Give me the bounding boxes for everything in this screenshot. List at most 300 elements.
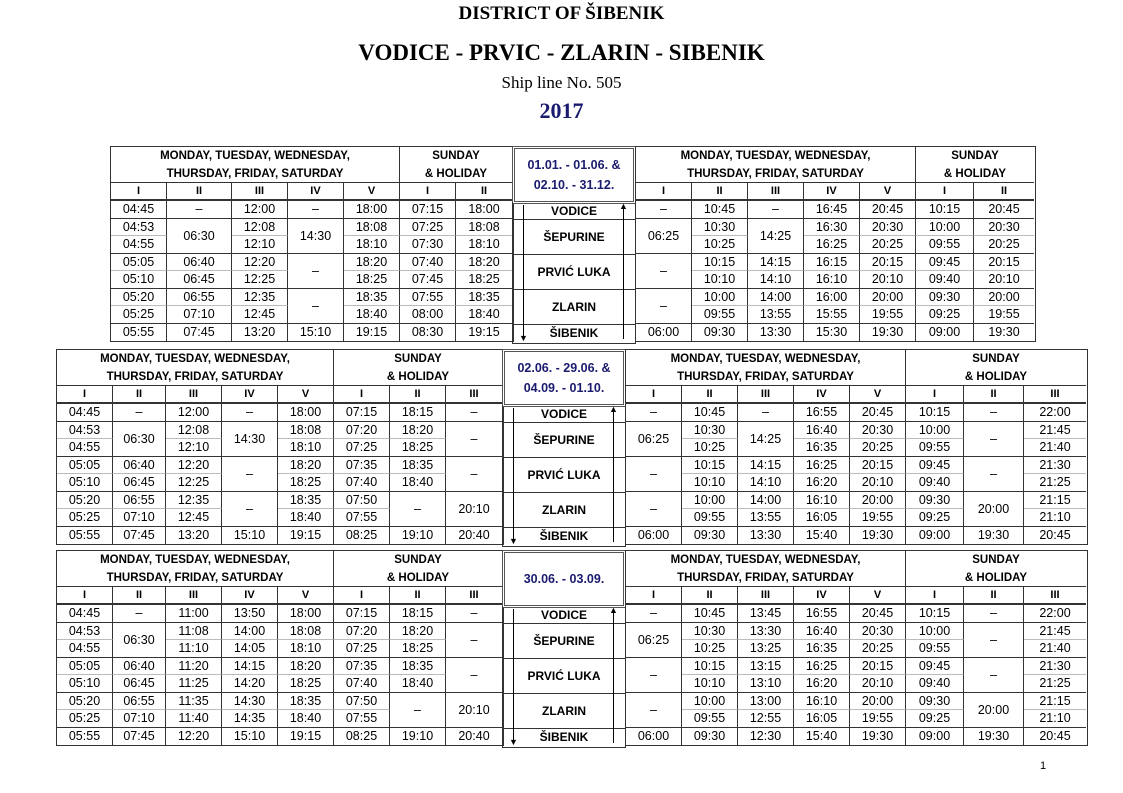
time-cell: 21:25 (1024, 474, 1086, 492)
weekday-header-line1: MONDAY, TUESDAY, WEDNESDAY, (100, 553, 290, 566)
time-cell: 12:00 (232, 201, 288, 219)
weekday-header (636, 147, 916, 183)
sunday-header-line2: & HOLIDAY (943, 167, 1007, 180)
time-cell: 10:15 (682, 658, 738, 676)
time-cell: 09:55 (682, 710, 738, 728)
time-cell: 12:20 (166, 728, 222, 746)
time-cell: 18:35 (456, 289, 512, 307)
time-cell: 18:25 (278, 675, 334, 693)
time-cell: 16:40 (794, 422, 850, 440)
validity-period-line1: 01.01. - 01.06. & (527, 158, 621, 172)
weekday-header (626, 350, 906, 386)
station-name: PRVIĆ LUKA (503, 659, 625, 695)
time-cell: 16:35 (794, 640, 850, 658)
time-cell: 19:30 (850, 728, 906, 746)
ship-line-number: Ship line No. 505 (501, 73, 622, 92)
time-cell: 18:20 (390, 623, 446, 641)
time-cell: 15:10 (222, 728, 278, 746)
departure-column-header: IV (222, 587, 278, 605)
time-cell: 18:40 (278, 710, 334, 728)
time-cell: 05:10 (57, 474, 113, 492)
weekday-header-line2: THURSDAY, FRIDAY, SATURDAY (677, 370, 854, 383)
time-cell: 04:45 (57, 605, 113, 623)
time-cell: 18:20 (344, 254, 400, 272)
time-cell: 04:55 (57, 439, 113, 457)
time-cell: – (222, 492, 278, 527)
departure-column-header: II (456, 183, 512, 201)
time-cell: 10:00 (682, 492, 738, 510)
departure-column-header: V (278, 386, 334, 404)
time-cell: 11:08 (166, 623, 222, 641)
time-cell: – (626, 404, 682, 422)
time-cell: 18:40 (456, 306, 512, 324)
timetable-grid-right (635, 146, 1036, 342)
time-cell: 13:15 (738, 658, 794, 676)
time-cell: 07:30 (400, 236, 456, 254)
time-cell: 18:08 (278, 623, 334, 641)
time-cell: 18:25 (278, 474, 334, 492)
departure-column-header: III (738, 587, 794, 605)
time-cell: 09:30 (692, 324, 748, 342)
time-cell: 11:00 (166, 605, 222, 623)
time-cell: 20:00 (860, 289, 916, 307)
time-cell: 18:15 (390, 605, 446, 623)
time-cell: 20:30 (974, 219, 1034, 237)
time-cell: 14:10 (738, 474, 794, 492)
time-cell: 16:25 (794, 658, 850, 676)
time-cell: – (626, 605, 682, 623)
time-cell: 10:15 (692, 254, 748, 272)
time-cell: 20:45 (860, 201, 916, 219)
time-cell: 18:08 (456, 219, 512, 237)
time-cell: 18:40 (278, 509, 334, 527)
station-name: ZLARIN (503, 694, 625, 730)
time-cell: 20:40 (458, 528, 490, 543)
time-cell: 10:30 (692, 219, 748, 237)
time-cell: 18:20 (278, 457, 334, 475)
departure-column-header: II (113, 386, 166, 404)
time-cell: 09:40 (906, 474, 964, 492)
time-cell: 07:25 (400, 219, 456, 237)
time-cell: 20:15 (860, 254, 916, 272)
time-cell: 20:10 (860, 271, 916, 289)
time-cell: 07:35 (334, 457, 390, 475)
time-cell: 20:45 (850, 404, 906, 422)
time-cell: 12:10 (166, 439, 222, 457)
time-cell: 19:15 (344, 324, 400, 342)
departure-column-header: IV (804, 183, 860, 201)
time-cell: 20:30 (850, 422, 906, 440)
time-cell: 06:25 (626, 623, 682, 658)
time-cell: 18:00 (456, 201, 512, 219)
time-cell: 21:15 (1024, 693, 1086, 711)
time-cell: 07:40 (334, 474, 390, 492)
departure-column-header: II (974, 183, 1034, 201)
time-cell: 16:05 (794, 710, 850, 728)
time-cell: 06:55 (113, 693, 166, 711)
time-cell: 15:30 (804, 324, 860, 342)
time-cell: – (446, 404, 502, 422)
time-cell: 13:30 (748, 324, 804, 342)
timetable-grid-left (56, 349, 504, 545)
time-cell: 16:25 (794, 457, 850, 475)
time-cell: 13:30 (738, 527, 794, 545)
departure-column-header: III (748, 183, 804, 201)
time-cell: 04:53 (111, 219, 167, 237)
time-cell: 07:25 (334, 640, 390, 658)
time-cell: 12:35 (166, 492, 222, 510)
departure-column-header: II (167, 183, 232, 201)
time-cell: 06:40 (167, 254, 232, 272)
time-cell: 07:20 (334, 623, 390, 641)
time-cell: 16:40 (794, 623, 850, 641)
weekday-header-line1: MONDAY, TUESDAY, WEDNESDAY, (670, 352, 861, 365)
time-cell: – (636, 201, 692, 219)
time-cell: 16:20 (794, 675, 850, 693)
time-cell: 21:25 (1024, 675, 1086, 693)
time-cell: 13:25 (738, 640, 794, 658)
time-cell: 06:00 (626, 527, 682, 545)
weekday-header-line2: THURSDAY, FRIDAY, SATURDAY (106, 370, 284, 383)
station-name: VODICE (513, 202, 635, 220)
time-cell: – (390, 693, 446, 728)
departure-column-header: I (626, 587, 682, 605)
time-cell: 18:20 (390, 422, 446, 440)
time-cell: 21:45 (1024, 422, 1086, 440)
time-cell: – (626, 457, 682, 492)
time-cell: 09:55 (906, 439, 964, 457)
departure-column-header: II (390, 587, 446, 605)
time-cell: 09:00 (906, 527, 964, 545)
departure-column-header: III (232, 183, 288, 201)
time-cell: 05:10 (111, 271, 167, 289)
time-cell: 06:30 (167, 219, 232, 254)
time-cell: 20:25 (850, 640, 906, 658)
time-cell: 09:55 (692, 306, 748, 324)
direction-line-down (523, 205, 524, 337)
weekday-header-line2: THURSDAY, FRIDAY, SATURDAY (166, 167, 344, 180)
sunday-header-line2: & HOLIDAY (964, 370, 1028, 383)
time-cell: 18:25 (456, 271, 512, 289)
time-cell: 13:10 (738, 675, 794, 693)
departure-column-header: V (344, 183, 400, 201)
direction-line-down (513, 408, 514, 540)
sunday-holiday-header (906, 551, 1086, 587)
time-cell: 12:25 (232, 271, 288, 289)
sunday-header-line2: & HOLIDAY (386, 571, 450, 584)
time-cell: 13:50 (222, 605, 278, 623)
weekday-header-line1: MONDAY, TUESDAY, WEDNESDAY, (680, 149, 871, 162)
time-cell: – (446, 457, 502, 492)
weekday-header (57, 350, 334, 386)
time-cell: 16:20 (794, 474, 850, 492)
time-cell: 19:30 (964, 728, 1024, 746)
time-cell: 12:55 (738, 710, 794, 728)
time-cell: 08:00 (400, 306, 456, 324)
time-cell: 06:40 (113, 457, 166, 475)
direction-line-up (613, 612, 614, 743)
time-cell: 20:30 (860, 219, 916, 237)
time-cell: – (222, 457, 278, 492)
time-cell: 05:20 (111, 289, 167, 307)
departure-column-header: V (850, 587, 906, 605)
sunday-header-line1: SUNDAY (432, 149, 480, 162)
time-cell: 14:15 (738, 457, 794, 475)
time-cell: 04:55 (57, 640, 113, 658)
time-cell: 10:25 (682, 640, 738, 658)
time-cell: 09:00 (906, 728, 964, 746)
time-cell: 20:25 (850, 439, 906, 457)
time-cell: 05:55 (111, 324, 167, 342)
departure-column-header: II (682, 386, 738, 404)
time-cell: 20:45 (974, 201, 1034, 219)
time-cell: 04:45 (111, 201, 167, 219)
time-cell: 15:55 (804, 306, 860, 324)
arrow-up-icon: ▲ (619, 201, 628, 211)
time-cell: 22:00 (1024, 605, 1086, 623)
time-cell: 16:10 (794, 693, 850, 711)
station-list (502, 405, 626, 547)
time-cell: 08:25 (334, 728, 390, 746)
departure-column-header: I (334, 386, 390, 404)
time-cell: 10:25 (692, 236, 748, 254)
time-cell: 18:08 (278, 422, 334, 440)
validity-period (502, 349, 626, 407)
validity-period-line1: 30.06. - 03.09. (523, 572, 605, 586)
time-cell: 07:45 (113, 527, 166, 545)
time-cell: 10:25 (682, 439, 738, 457)
time-cell: 05:25 (111, 306, 167, 324)
time-cell: 20:15 (850, 658, 906, 676)
time-cell: 07:50 (334, 492, 390, 510)
time-cell: 07:45 (113, 728, 166, 746)
station-name: ŠIBENIK (539, 730, 589, 745)
time-cell: 07:25 (334, 439, 390, 457)
time-cell: 19:30 (850, 527, 906, 545)
station-column (502, 349, 626, 546)
departure-column-header: II (964, 386, 1024, 404)
time-cell: 18:10 (344, 236, 400, 254)
time-cell: 07:45 (167, 324, 232, 342)
time-cell: 07:40 (334, 675, 390, 693)
time-cell: 16:55 (794, 605, 850, 623)
sunday-holiday-header (916, 147, 1034, 183)
time-cell: 16:10 (794, 492, 850, 510)
timetable-grid-right (625, 550, 1088, 746)
time-cell: 04:53 (57, 623, 113, 641)
time-cell: 05:05 (57, 457, 113, 475)
arrow-up-icon: ▲ (609, 404, 618, 414)
time-cell: 20:10 (446, 492, 502, 527)
departure-column-header: III (446, 587, 502, 605)
time-cell: 19:15 (278, 728, 334, 746)
time-cell: 12:35 (232, 289, 288, 307)
time-cell: 07:55 (334, 710, 390, 728)
time-cell: 19:30 (988, 325, 1020, 340)
time-cell: 14:00 (748, 289, 804, 307)
time-cell: 19:55 (850, 509, 906, 527)
station-name: ŠIBENIK (549, 326, 599, 341)
time-cell: 20:15 (974, 254, 1034, 272)
time-cell: 18:40 (344, 306, 400, 324)
time-cell: 12:08 (232, 219, 288, 237)
time-cell: 19:30 (860, 324, 916, 342)
station-name: ŠEPURINE (503, 624, 625, 660)
sunday-header-line1: SUNDAY (951, 149, 999, 162)
time-cell: 15:10 (222, 527, 278, 545)
time-cell: 14:30 (222, 693, 278, 711)
weekday-header (57, 551, 334, 587)
time-cell: 20:10 (446, 693, 502, 728)
time-cell: 20:10 (974, 271, 1034, 289)
departure-column-header: I (626, 386, 682, 404)
time-cell: 05:55 (57, 728, 113, 746)
station-name: ZLARIN (513, 290, 635, 326)
time-cell: 21:40 (1024, 439, 1086, 457)
time-cell: 19:15 (468, 325, 500, 340)
time-cell: 18:35 (390, 457, 446, 475)
departure-column-header: IV (288, 183, 344, 201)
time-cell: 19:55 (860, 306, 916, 324)
time-cell: 18:00 (278, 404, 334, 422)
time-cell: 20:45 (1039, 729, 1071, 744)
time-cell: 18:25 (344, 271, 400, 289)
time-cell: 16:10 (804, 271, 860, 289)
departure-column-header: I (916, 183, 974, 201)
time-cell: 18:20 (278, 658, 334, 676)
time-cell: 22:00 (1024, 404, 1086, 422)
time-cell: – (446, 658, 502, 693)
time-cell: 14:20 (222, 675, 278, 693)
time-cell: – (222, 404, 278, 422)
time-cell: 18:10 (456, 236, 512, 254)
time-cell: 12:00 (166, 404, 222, 422)
time-cell: 20:25 (860, 236, 916, 254)
time-cell: 10:10 (682, 474, 738, 492)
time-cell: 07:20 (334, 422, 390, 440)
time-cell: 20:15 (850, 457, 906, 475)
time-cell: 12:30 (738, 728, 794, 746)
time-cell: 09:00 (916, 324, 974, 342)
time-cell: 05:25 (57, 509, 113, 527)
time-cell: 14:05 (222, 640, 278, 658)
departure-column-header: III (166, 386, 222, 404)
time-cell: – (390, 492, 446, 527)
time-cell: 09:30 (916, 289, 974, 307)
departure-column-header: I (334, 587, 390, 605)
validity-period-line2: 02.10. - 31.12. (533, 178, 615, 192)
time-cell: 10:00 (906, 623, 964, 641)
time-cell: – (446, 623, 502, 658)
time-cell: – (964, 658, 1024, 693)
time-cell: 18:08 (344, 219, 400, 237)
time-cell: 07:15 (334, 605, 390, 623)
station-column (502, 550, 626, 747)
time-cell: 18:20 (456, 254, 512, 272)
departure-column-header: IV (794, 386, 850, 404)
time-cell: – (167, 201, 232, 219)
time-cell: 10:45 (682, 605, 738, 623)
validity-period-line2: 04.09. - 01.10. (523, 381, 605, 395)
time-cell: 20:40 (458, 729, 490, 744)
time-cell: 21:45 (1024, 623, 1086, 641)
time-cell: 09:30 (682, 527, 738, 545)
time-cell: 07:55 (334, 509, 390, 527)
time-cell: – (113, 404, 166, 422)
time-cell: 11:10 (166, 640, 222, 658)
time-cell: 04:53 (57, 422, 113, 440)
station-name: ŠEPURINE (513, 220, 635, 256)
departure-column-header: V (860, 183, 916, 201)
time-cell: 19:55 (850, 710, 906, 728)
time-cell: 07:15 (400, 201, 456, 219)
departure-column-header: I (57, 587, 113, 605)
time-cell: 11:40 (166, 710, 222, 728)
time-cell: – (964, 422, 1024, 457)
departure-column-header: II (692, 183, 748, 201)
time-cell: 06:25 (626, 422, 682, 457)
time-cell: 07:35 (334, 658, 390, 676)
departure-column-header: IV (222, 386, 278, 404)
time-cell: 04:45 (57, 404, 113, 422)
timetable-grid-left (56, 550, 504, 746)
time-cell: 18:15 (390, 404, 446, 422)
time-cell: 21:30 (1024, 658, 1086, 676)
time-cell: 05:05 (57, 658, 113, 676)
validity-period (502, 550, 626, 608)
route-title: VODICE - PRVIC - ZLARIN - SIBENIK (358, 40, 765, 65)
sunday-header-line1: SUNDAY (972, 352, 1020, 365)
time-cell: 10:00 (692, 289, 748, 307)
time-cell: 19:10 (390, 527, 446, 545)
time-cell: 13:55 (748, 306, 804, 324)
time-cell: 18:40 (390, 675, 446, 693)
time-cell: – (113, 605, 166, 623)
station-list (512, 202, 636, 344)
time-cell: 16:45 (804, 201, 860, 219)
time-cell: 07:10 (113, 509, 166, 527)
time-cell: 06:40 (113, 658, 166, 676)
time-cell: 14:15 (222, 658, 278, 676)
time-cell: 07:40 (400, 254, 456, 272)
time-cell: 07:50 (334, 693, 390, 711)
time-cell: 06:25 (636, 219, 692, 254)
time-cell: 11:35 (166, 693, 222, 711)
time-cell: 14:35 (222, 710, 278, 728)
departure-column-header: V (278, 587, 334, 605)
time-cell: 04:55 (111, 236, 167, 254)
time-cell: 09:25 (906, 710, 964, 728)
time-cell: 14:25 (738, 422, 794, 457)
departure-column-header: II (964, 587, 1024, 605)
time-cell: 10:45 (682, 404, 738, 422)
time-cell: 20:30 (850, 623, 906, 641)
weekday-header-line2: THURSDAY, FRIDAY, SATURDAY (687, 167, 864, 180)
time-cell: – (288, 289, 344, 324)
time-cell: 21:40 (1024, 640, 1086, 658)
departure-column-header: III (1024, 587, 1086, 605)
time-cell: 10:15 (682, 457, 738, 475)
time-cell: 07:10 (167, 306, 232, 324)
time-cell: 14:15 (748, 254, 804, 272)
time-cell: 06:30 (113, 422, 166, 457)
sunday-header-line2: & HOLIDAY (386, 370, 450, 383)
time-cell: 20:25 (974, 236, 1034, 254)
time-cell: 20:00 (964, 492, 1024, 527)
time-cell: – (626, 658, 682, 693)
time-cell: 16:05 (794, 509, 850, 527)
weekday-header (111, 147, 400, 183)
